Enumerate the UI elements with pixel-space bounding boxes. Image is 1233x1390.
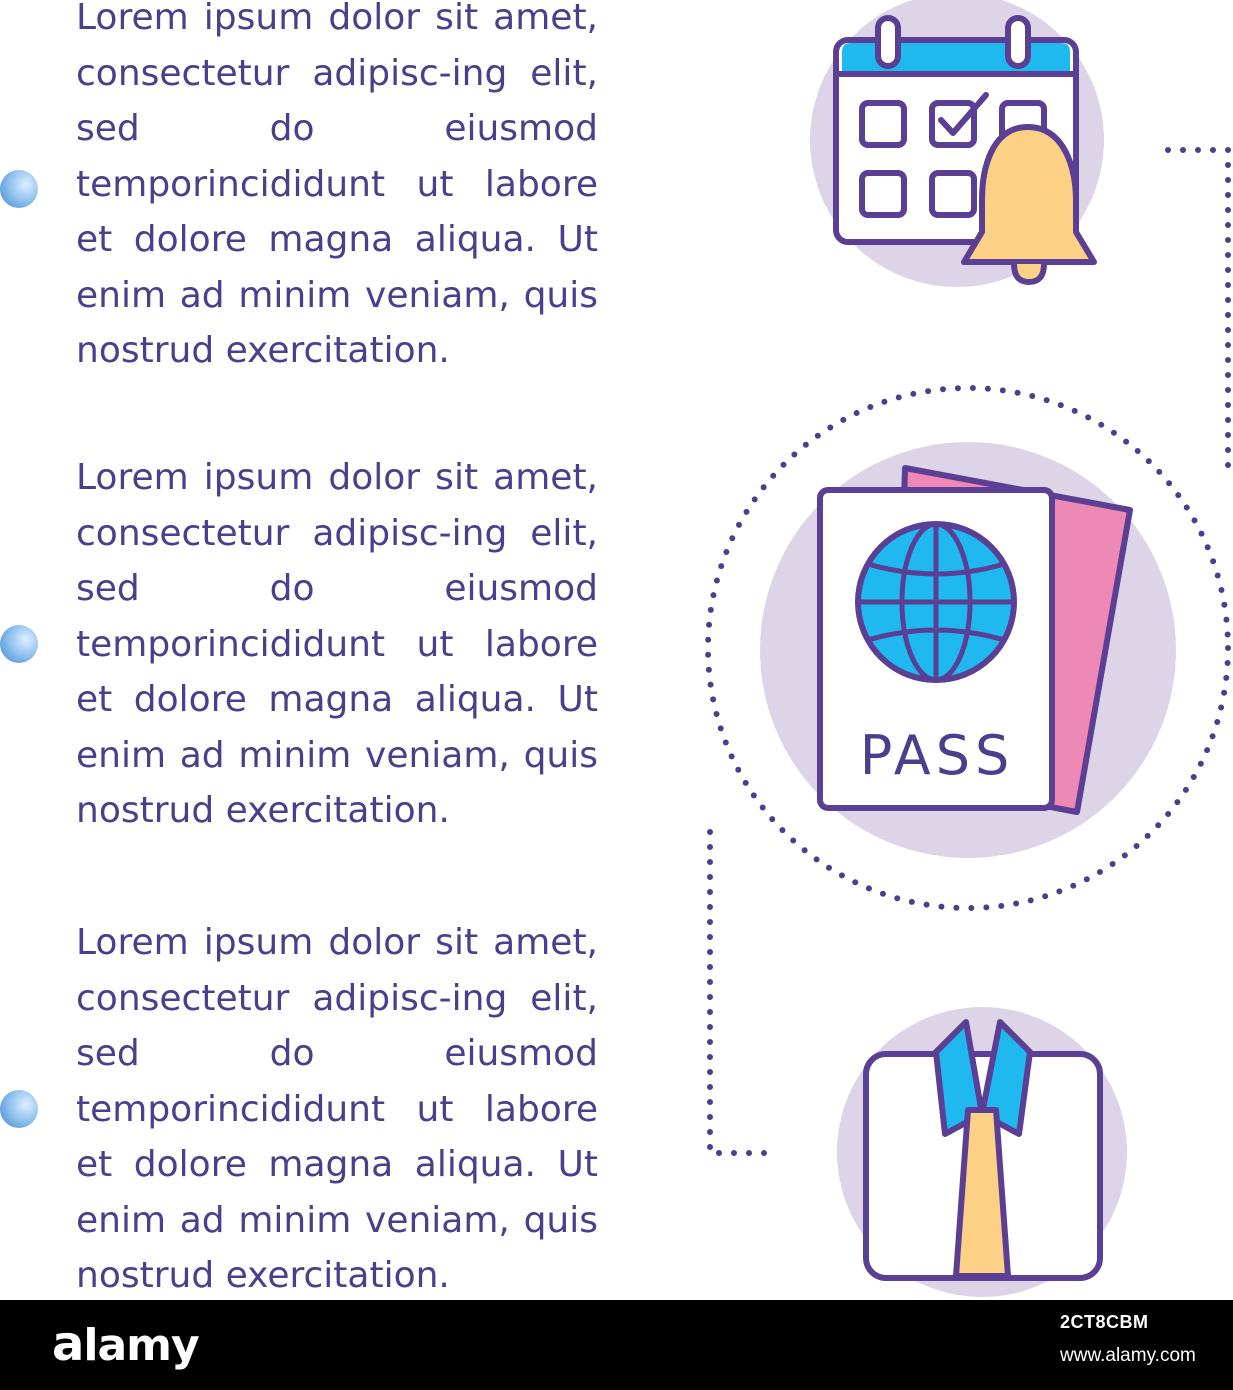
- passport-icon: [760, 442, 1176, 858]
- text-block-3: Lorem ipsum dolor sit amet, consectetur adipisc-ing elit, sed do eiusmod temporincididunt ut labore et dolore magna aliqua. Ut enim ad minim veniam, quis nostrud exercitation.: [76, 922, 598, 1296]
- brand-logo-a: a: [52, 1316, 84, 1372]
- text-block-2: Lorem ipsum dolor sit amet, consectetur adipisc-ing elit, sed do eiusmod temporincididunt ut labore et dolore magna aliqua. Ut enim ad minim veniam, quis nostrud exercitation.: [76, 457, 598, 831]
- calendar-bell-icon: [810, 0, 1104, 287]
- brand-logo: [52, 1316, 199, 1372]
- image-id: 2CT8CBM: [1060, 1312, 1149, 1332]
- brand-logo-rest: lamy: [83, 1320, 199, 1371]
- text-block-1: Lorem ipsum dolor sit amet, consectetur adipisc-ing elit, sed do eiusmod temporincididunt ut labore et dolore magna aliqua. Ut enim ad minim veniam, quis nostrud exercitation.: [76, 0, 598, 371]
- shirt-tie-icon: [837, 1007, 1127, 1297]
- connector-top: [1168, 150, 1228, 470]
- connector-bottom: [710, 832, 770, 1153]
- globe-icon: [858, 524, 1014, 680]
- site-url: www.alamy.com: [1060, 1345, 1196, 1366]
- passport-label: PASS: [859, 724, 1015, 787]
- watermark-footer: [0, 1300, 1233, 1390]
